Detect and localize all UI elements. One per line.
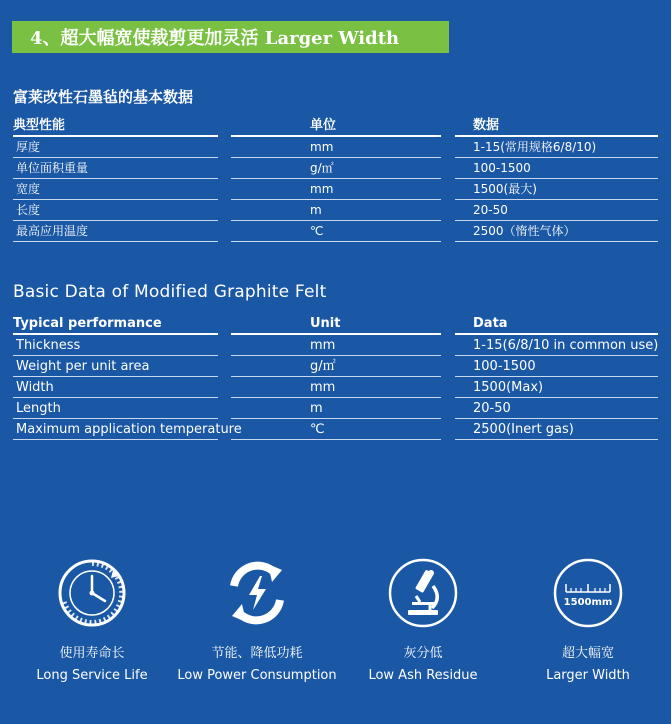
- cell-value: 1500(最大): [473, 182, 537, 196]
- clock-icon: [55, 556, 129, 630]
- feature-larger-width: [503, 556, 671, 684]
- cell-value: 20-50: [473, 203, 508, 217]
- section-banner: [12, 21, 449, 53]
- en-data-table: [13, 314, 658, 440]
- table-row: [13, 335, 658, 356]
- feature-low-power-consumption: [172, 556, 342, 684]
- feature-title-zh: 灰分低: [403, 646, 443, 661]
- icon-width-label: 1500mm: [563, 597, 613, 608]
- header-cell-data: Data: [473, 316, 508, 331]
- cell-unit: mm: [310, 338, 336, 353]
- cell-value: 20-50: [473, 401, 511, 416]
- table-row: [13, 158, 658, 179]
- header-cell-property: Typical performance: [13, 316, 162, 331]
- cell-property: 单位面积重量: [16, 161, 89, 175]
- cell-property: Length: [16, 401, 61, 416]
- table-header-row: [13, 116, 658, 137]
- header-cell-unit: 单位: [310, 118, 337, 133]
- banner-title: 4、超大幅宽使裁剪更加灵活 Larger Width: [30, 28, 400, 49]
- feature-title-en: Larger Width: [546, 668, 630, 683]
- cell-value: 2500(Inert gas): [473, 422, 574, 437]
- ruler-1500mm-icon: [551, 556, 625, 630]
- header-cell-unit: Unit: [310, 316, 341, 331]
- cell-value: 2500（惰性气体）: [473, 224, 576, 238]
- cell-value: 1-15(6/8/10 in common use): [473, 338, 659, 353]
- feature-title-en: Low Ash Residue: [368, 668, 478, 683]
- table-row: [13, 419, 658, 440]
- feature-title-en: Long Service Life: [36, 668, 148, 683]
- table-row: [13, 137, 658, 158]
- cell-property: 长度: [16, 203, 41, 217]
- header-cell-property: 典型性能: [13, 118, 66, 133]
- cell-unit: ℃: [310, 422, 325, 437]
- cell-property: Width: [16, 380, 54, 395]
- feature-title-en: Low Power Consumption: [177, 668, 337, 683]
- cell-value: 100-1500: [473, 359, 536, 374]
- feature-title-zh: 节能、降低功耗: [211, 646, 303, 661]
- en-section-title: Basic Data of Modified Graphite Felt: [13, 282, 327, 302]
- cell-property: 最高应用温度: [16, 224, 89, 238]
- cell-unit: mm: [310, 182, 334, 196]
- cell-unit: mm: [310, 380, 336, 395]
- table-header-row: [13, 314, 658, 335]
- feature-title-zh: 使用寿命长: [59, 646, 125, 661]
- table-row: [13, 356, 658, 377]
- cell-unit: g/㎡: [310, 161, 334, 175]
- cell-property: Weight per unit area: [16, 359, 150, 374]
- cn-data-table: [13, 116, 658, 242]
- cell-property: 宽度: [16, 182, 41, 196]
- cn-section-title: 富莱改性石墨毡的基本数据: [13, 88, 194, 106]
- cell-unit: m: [310, 401, 323, 416]
- energy-cycle-icon: [220, 556, 294, 630]
- header-cell-data: 数据: [473, 118, 500, 133]
- cell-unit: ℃: [310, 224, 324, 238]
- table-row: [13, 221, 658, 242]
- table-row: [13, 398, 658, 419]
- cell-property: Maximum application temperature: [16, 422, 242, 437]
- feature-long-service-life: [7, 556, 177, 684]
- feature-title-zh: 超大幅宽: [561, 646, 614, 661]
- table-row: [13, 179, 658, 200]
- cell-property: 厚度: [16, 140, 41, 154]
- cell-unit: mm: [310, 140, 334, 154]
- table-row: [13, 377, 658, 398]
- cell-unit: g/㎡: [310, 359, 336, 374]
- cell-value: 1500(Max): [473, 380, 544, 395]
- cell-unit: m: [310, 203, 322, 217]
- microscope-icon: [386, 556, 460, 630]
- feature-low-ash-residue: [338, 556, 508, 684]
- table-row: [13, 200, 658, 221]
- cell-value: 1-15(常用规格6/8/10): [473, 140, 597, 154]
- cell-property: Thickness: [16, 338, 81, 353]
- cell-value: 100-1500: [473, 161, 531, 175]
